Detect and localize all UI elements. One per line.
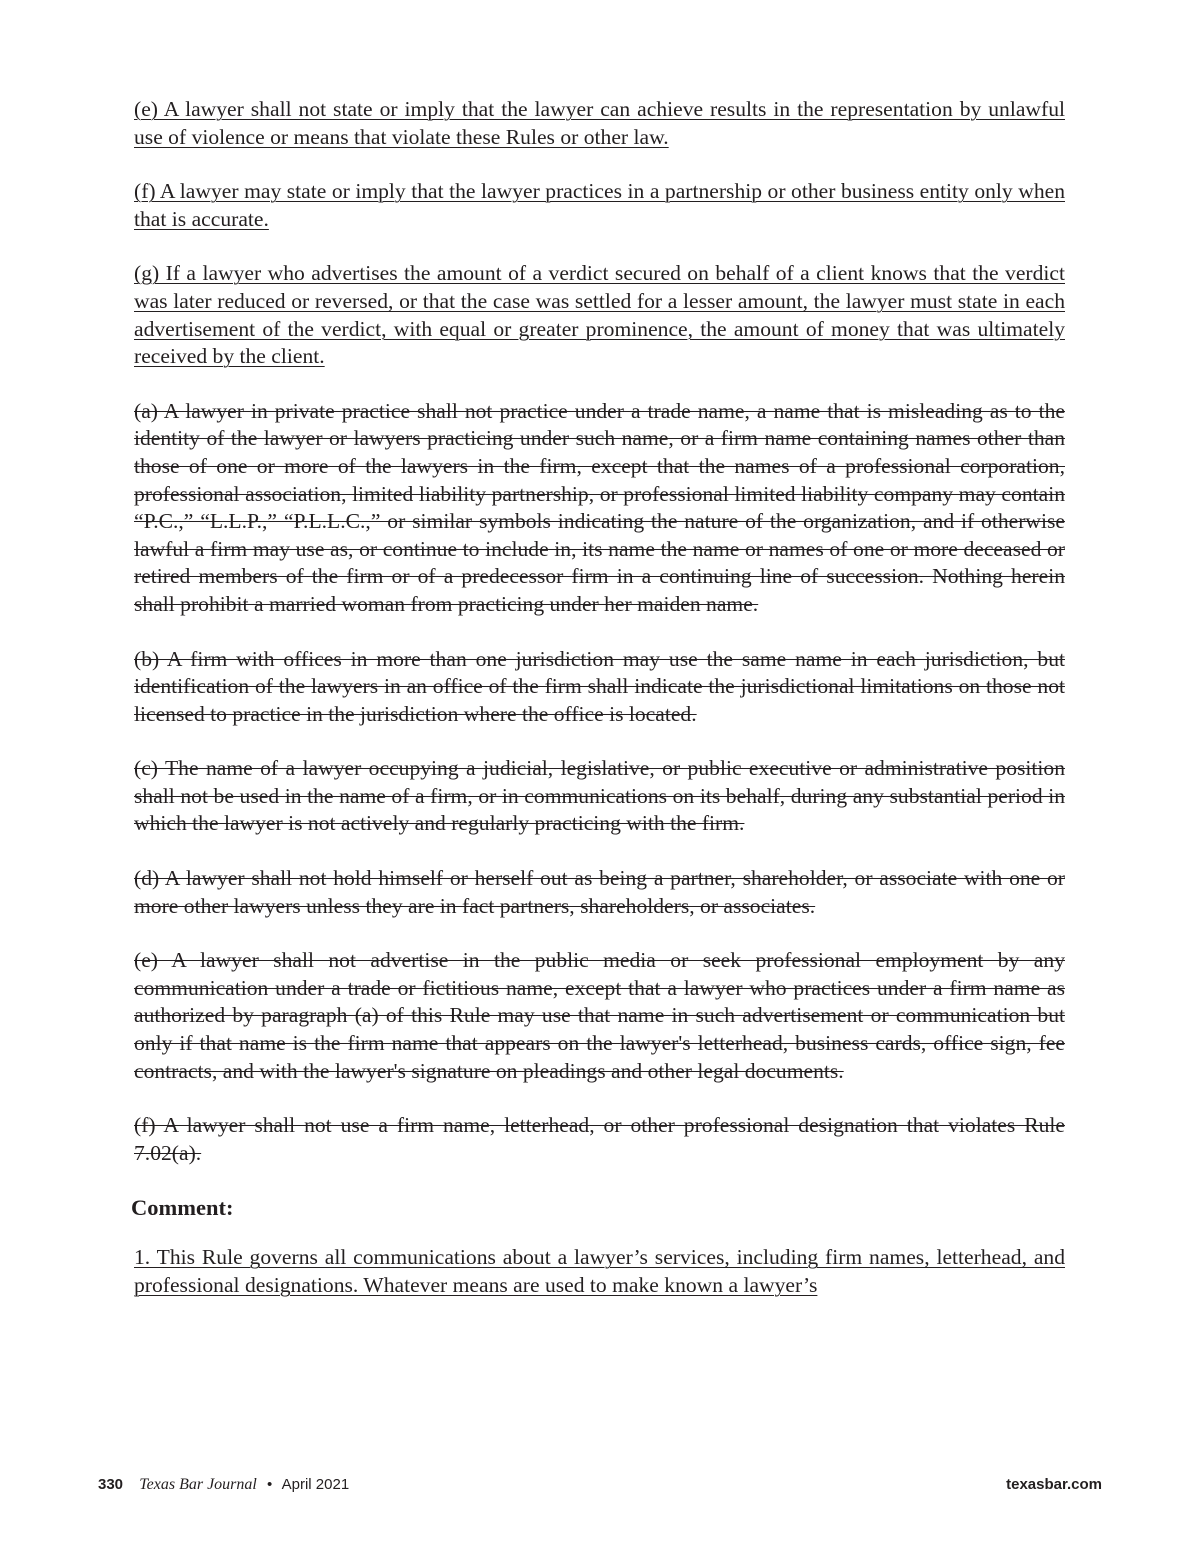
- issue-date: April 2021: [281, 1476, 350, 1493]
- journal-name: Texas Bar Journal: [139, 1476, 257, 1493]
- page-footer: [98, 1476, 1102, 1498]
- deleted-rule-section: [134, 398, 1065, 1168]
- rule-paragraph-d-deleted: (d) A lawyer shall not hold himself or herself out as being a partner, shareholder, or associate with one or more other lawyers unless they are in fact partners, shareholders, or associates.: [134, 866, 1065, 918]
- comment-section: [131, 1194, 1065, 1299]
- rule-paragraph-b-deleted: (b) A firm with offices in more than one jurisdiction may use the same name in each jurisdiction, but identification of the lawyers in an office of the firm shall indicate the jurisdictional limitations on those not licensed to practice in the jurisdiction where the office is located.: [134, 646, 1065, 726]
- rule-paragraph-g-added: (g) If a lawyer who advertises the amount of a verdict secured on behalf of a client knows that the verdict was later reduced or reversed, or that the case was settled for a lesser amount, the lawyer must state in each advertisement of the verdict, with equal or greater prominence, the amount of money that was ultimately received by the client.: [134, 261, 1065, 369]
- footer-left: [98, 1476, 349, 1494]
- website-url: texasbar.com: [1006, 1476, 1102, 1493]
- bullet-separator: •: [267, 1476, 273, 1493]
- comment-heading: Comment:: [131, 1195, 234, 1221]
- rule-paragraph-f-added: (f) A lawyer may state or imply that the lawyer practices in a partnership or other business entity only when that is accurate.: [134, 179, 1065, 231]
- rule-paragraph-c-deleted: (c) The name of a lawyer occupying a judicial, legislative, or public executive or administrative position shall not be used in the name of a firm, or in communications on its behalf, during any substantial period in which the lawyer is not actively and regularly practicing with the firm.: [134, 756, 1065, 836]
- rule-paragraph-e-deleted: (e) A lawyer shall not advertise in the public media or seek professional employment by any communication under a trade or fictitious name, except that a lawyer who practices under a firm name as authorized by paragraph (a) of this Rule may use that name in such advertisement or communication but only if that name is the firm name that appears on the lawyer's letterhead, business cards, office sign, fee contracts, and with the lawyer's signature on pleadings and other legal documents.: [134, 948, 1065, 1083]
- page-number: 330: [98, 1476, 124, 1493]
- page-body: [131, 96, 1065, 1327]
- rule-paragraph-f-deleted: (f) A lawyer shall not use a firm name, letterhead, or other professional designation that violates Rule 7.02(a).: [134, 1113, 1065, 1165]
- rule-paragraph-a-deleted: (a) A lawyer in private practice shall not practice under a trade name, a name that is misleading as to the identity of the lawyer or lawyers practicing under such name, or a firm name containing names other than those of one or more of the lawyers in the firm, except that the names of a professional corporation, professional association, limited liability partnership, or professional limited liability company may contain “P.C.,” “L.L.P.,” “P.L.L.C.,” or similar symbols indicating the nature of the organization, and if otherwise lawful a firm may use as, or continue to include in, its name the name or names of one or more deceased or retired members of the firm or of a predecessor firm in a continuing line of succession. Nothing herein shall prohibit a married woman from practicing under her maiden name.: [134, 398, 1065, 616]
- rule-paragraph-e-added: (e) A lawyer shall not state or imply that the lawyer can achieve results in the representation by unlawful use of violence or means that violate these Rules or other law.: [134, 97, 1065, 149]
- amended-rule-section: [134, 96, 1065, 371]
- comment-paragraph-1: 1. This Rule governs all communications about a lawyer’s services, including firm names, letterhead, and professional designations. Whatever means are used to make known a lawyer’s: [134, 1245, 1065, 1297]
